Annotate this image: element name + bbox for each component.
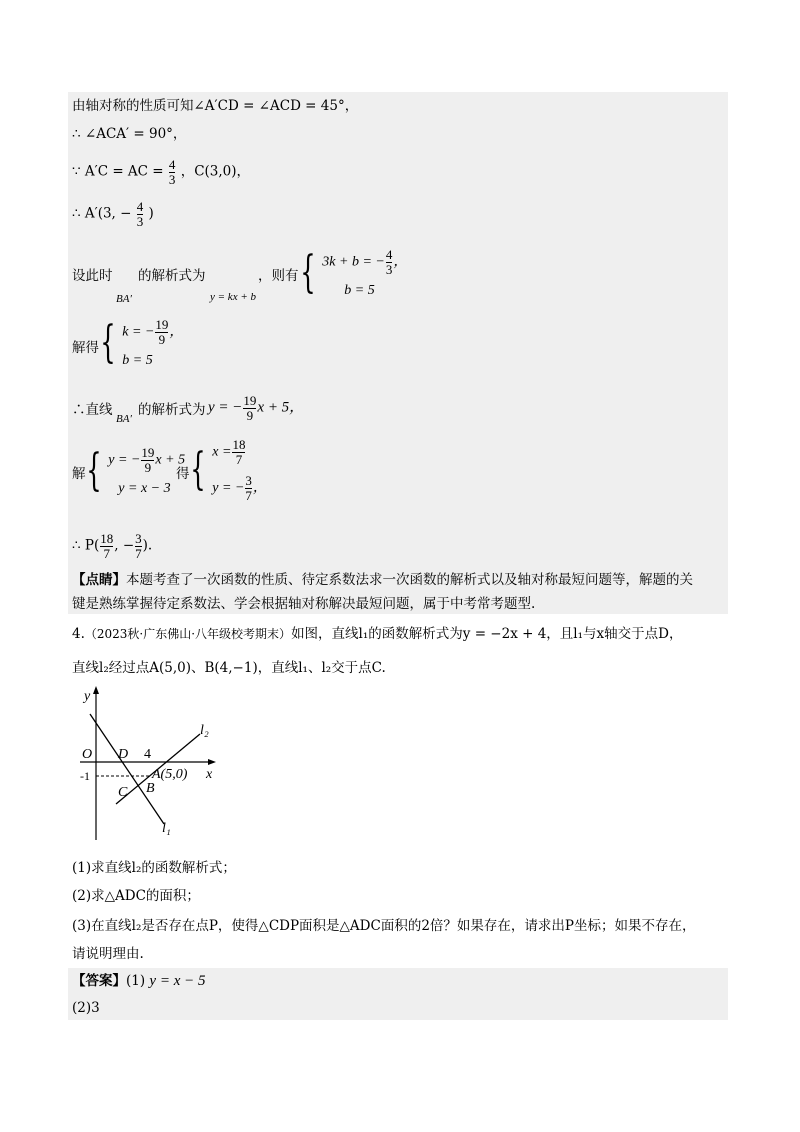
label-A: A(5,0) [152,767,188,782]
label-x: x [206,767,213,782]
answer-line-1: 【答案】(1) y = x − 5 [72,973,206,989]
solution-line-3: ∵ A′C = AC = $\frac{4}{3}$ ，C(3,0)， [72,157,251,187]
problem-source: （2023秋·广东佛山·八年级校考期末） [84,627,292,641]
label-O: O [82,747,93,762]
label-l2: l₂ [200,723,209,738]
question-1: (1)求直线l₂的函数解析式； [72,860,236,876]
comment-tag: 【点睛】 [72,572,126,588]
label-l1: l₁ [162,821,171,836]
question-3b: 请说明理由. [72,946,144,962]
label-D: D [118,747,129,762]
x-axis-arrow [208,759,216,765]
label-C: C [118,785,128,800]
label-y: y [84,689,91,704]
answer-line-2: (2)3 [72,1000,100,1016]
question-3a: (3)在直线l₂是否存在点P，使得△CDP面积是△ADC面积的2倍？如果存在，请求出P坐标；如果不存在， [72,918,696,934]
problem-number: 4. [72,626,85,642]
problem-line-2: 直线l₂经过点A(5,0)、B(4,−1)，直线l₁、l₂交于点C. [72,660,386,676]
comment-line-2: 键是熟练掌握待定系数法、学会根据轴对称解决最短问题，属于中考常考题型. [72,596,536,612]
question-2: (2)求△ADC的面积； [72,888,200,904]
solution-line-2: ∴ ∠ACA′ = 90°， [72,126,187,142]
label-4: 4 [144,747,151,762]
answer-tag: 【答案】 [72,973,126,989]
solution-line-4: ∴ A′(3, − $\frac{4}{3}$ ) [72,199,154,229]
label-neg1: -1 [80,769,90,783]
y-axis-arrow [93,686,99,694]
solution-line-9: ∴ P( $\frac{18}{7}$ , − $\frac{3}{7}$ ). [72,531,153,561]
solution-line-1: 由轴对称的性质可知∠A′CD = ∠ACD = 45°， [72,98,359,114]
label-B: B [146,781,155,796]
problem-line-1: 4.（2023秋·广东佛山·八年级校考期末）如图，直线l₁的函数解析式为y = −2x + 4，且l₁与x轴交于点D， [72,626,683,642]
coordinate-figure [70,684,230,844]
comment-line-1: 【点睛】本题考查了一次函数的性质、待定系数法求一次函数的解析式以及轴对称最短问题等，解题的关 [72,572,693,588]
